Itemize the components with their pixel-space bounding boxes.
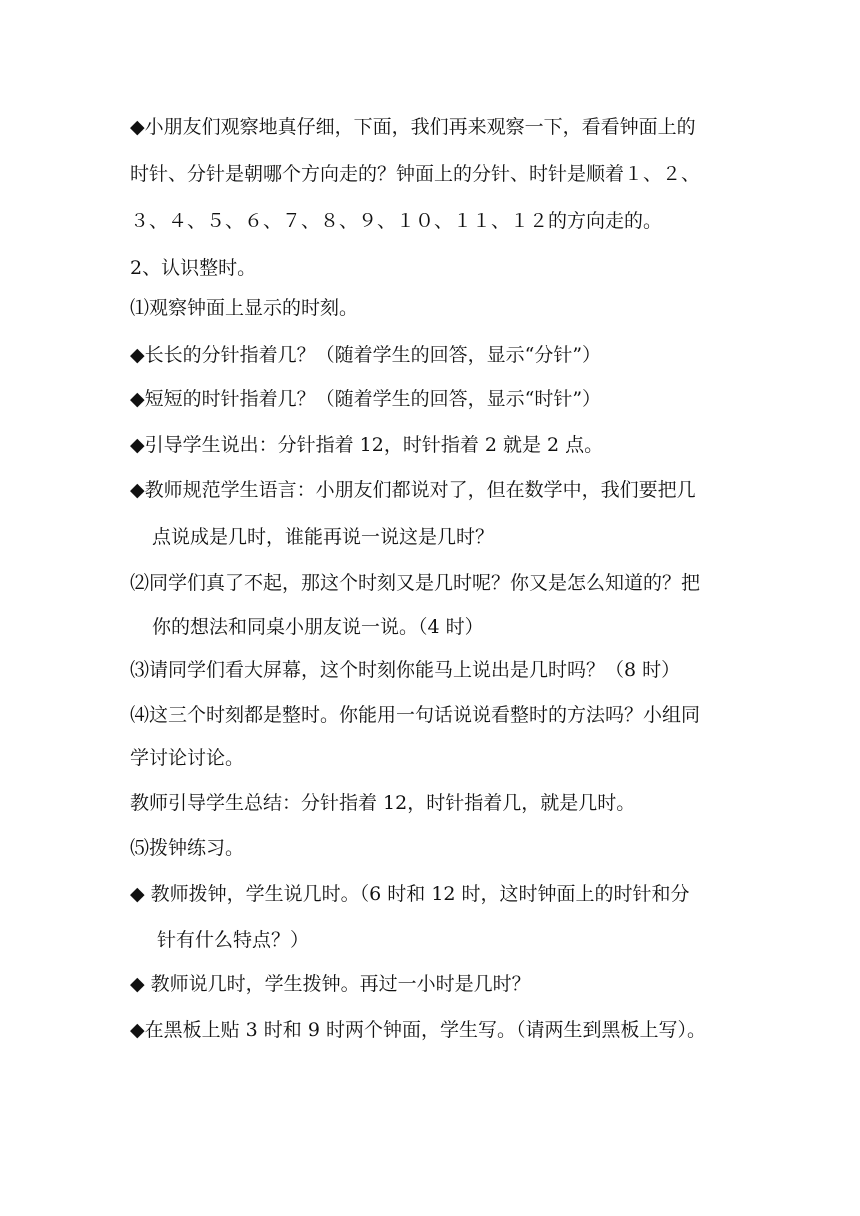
paragraph-line-17: ⑸拨钟练习。 — [130, 837, 245, 859]
paragraph-line-8: ◆引导学生说出：分针指着 12，时针指着 2 就是 2 点。 — [130, 434, 604, 456]
paragraph-line-19: 针有什么特点？） — [157, 929, 310, 951]
paragraph-line-7: ◆短短的时针指着几？（随着学生的回答，显示“时针”） — [130, 388, 602, 410]
paragraph-line-13: ⑶请同学们看大屏幕，这个时刻你能马上说出是几时吗？（8 时） — [130, 659, 681, 681]
section-heading: 2、认识整时。 — [130, 257, 257, 279]
paragraph-line-9: ◆教师规范学生语言：小朋友们都说对了，但在数学中，我们要把几 — [130, 479, 696, 501]
paragraph-line-2: 时针、分针是朝哪个方向走的？钟面上的分针、时针是顺着１、２、 — [130, 163, 701, 185]
paragraph-line-1: ◆小朋友们观察地真仔细，下面，我们再来观察一下，看看钟面上的 — [130, 116, 696, 138]
paragraph-line-3: ３、４、５、６、７、８、９、１０、１１、１２的方向走的。 — [130, 210, 663, 232]
paragraph-line-5: ⑴观察钟面上显示的时刻。 — [130, 297, 359, 319]
paragraph-line-12: 你的想法和同桌小朋友说一说。（4 时） — [152, 616, 484, 638]
paragraph-line-14: ⑷这三个时刻都是整时。你能用一句话说说看整时的方法吗？小组同 — [130, 704, 701, 726]
paragraph-line-10: 点说成是几时，谁能再说一说这是几时？ — [152, 526, 495, 548]
paragraph-line-20: ◆ 教师说几时，学生拨钟。再过一小时是几时？ — [130, 973, 531, 995]
paragraph-line-6: ◆长长的分针指着几？（随着学生的回答，显示“分针”） — [130, 344, 602, 366]
paragraph-line-21: ◆在黑板上贴 3 时和 9 时两个钟面，学生写。（请两生到黑板上写）。 — [130, 1019, 706, 1041]
paragraph-line-18: ◆ 教师拨钟，学生说几时。（6 时和 12 时，这时钟面上的时针和分 — [130, 883, 690, 905]
paragraph-line-16: 教师引导学生总结：分针指着 12，时针指着几，就是几时。 — [130, 792, 636, 814]
paragraph-line-15: 学讨论讨论。 — [130, 747, 245, 769]
paragraph-line-11: ⑵同学们真了不起，那这个时刻又是几时呢？你又是怎么知道的？把 — [130, 572, 701, 594]
